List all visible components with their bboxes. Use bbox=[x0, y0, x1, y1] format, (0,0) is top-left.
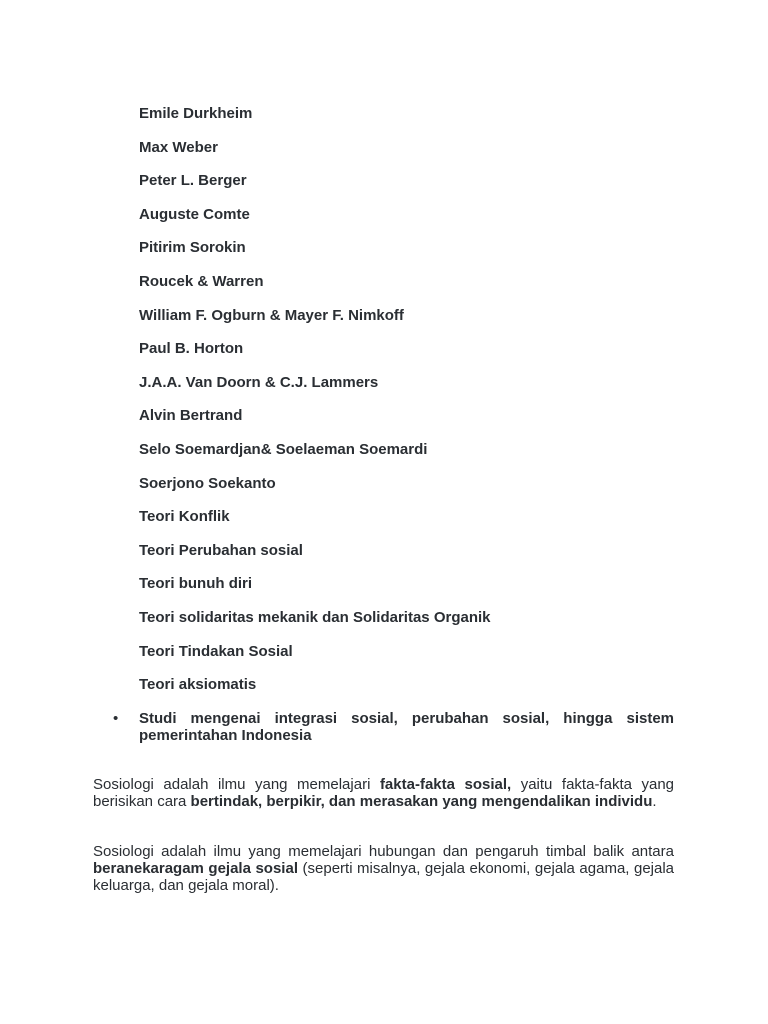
list-item: Pitirim Sorokin bbox=[139, 239, 246, 257]
list-item: Teori Konflik bbox=[139, 508, 230, 526]
bullet-list-item bbox=[113, 710, 674, 744]
list-item: J.A.A. Van Doorn & C.J. Lammers bbox=[139, 373, 379, 391]
list-item: Teori solidaritas mekanik dan Solidaritas Organik bbox=[139, 608, 491, 626]
paragraph-bold-text: bertindak, berpikir, dan merasakan yang mengendalikan individu bbox=[190, 793, 653, 810]
list-item: Emile Durkheim bbox=[139, 105, 253, 122]
paragraph-text: yaitu fakta-fakta yang berisikan cara bbox=[93, 776, 675, 810]
definition-paragraph-1 bbox=[93, 776, 674, 810]
definition-paragraph-2 bbox=[93, 843, 674, 894]
list-item: Selo Soemardjan& Soelaeman Soemardi bbox=[139, 440, 428, 458]
paragraph-text: . bbox=[652, 793, 657, 810]
list-item: Alvin Bertrand bbox=[139, 407, 243, 425]
paragraph-text: Sosiologi adalah ilmu yang memelajari bbox=[93, 776, 380, 793]
list-item: Soerjono Soekanto bbox=[139, 474, 276, 492]
list-item: Peter L. Berger bbox=[139, 172, 247, 190]
bullet-icon: • bbox=[113, 710, 119, 727]
list-item: Teori Tindakan Sosial bbox=[139, 642, 293, 660]
list-item: Teori Perubahan sosial bbox=[139, 541, 303, 559]
list-item: Paul B. Horton bbox=[139, 340, 244, 358]
list-item: Max Weber bbox=[139, 138, 218, 156]
list-item: Teori bunuh diri bbox=[139, 575, 253, 593]
paragraph-text: Sosiologi adalah ilmu yang memelajari hubungan dan pengaruh timbal balik antara bbox=[93, 843, 674, 860]
list-item: Roucek & Warren bbox=[139, 272, 264, 290]
list-item: Auguste Comte bbox=[139, 205, 250, 223]
paragraph-bold-text: beranekaragam gejala sosial bbox=[93, 860, 298, 877]
list-item: William F. Ogburn & Mayer F. Nimkoff bbox=[139, 306, 404, 324]
paragraph-text: (seperti misalnya, gejala ekonomi, gejala agama, gejala keluarga, dan gejala moral). bbox=[93, 860, 675, 894]
paragraph-bold-text: fakta-fakta sosial, bbox=[379, 776, 512, 793]
bullet-text: Studi mengenai integrasi sosial, perubahan sosial, hingga sistem pemerintahan Indonesia bbox=[139, 710, 674, 744]
list-item: Teori aksiomatis bbox=[139, 676, 257, 694]
sociologist-theory-list bbox=[139, 104, 491, 709]
